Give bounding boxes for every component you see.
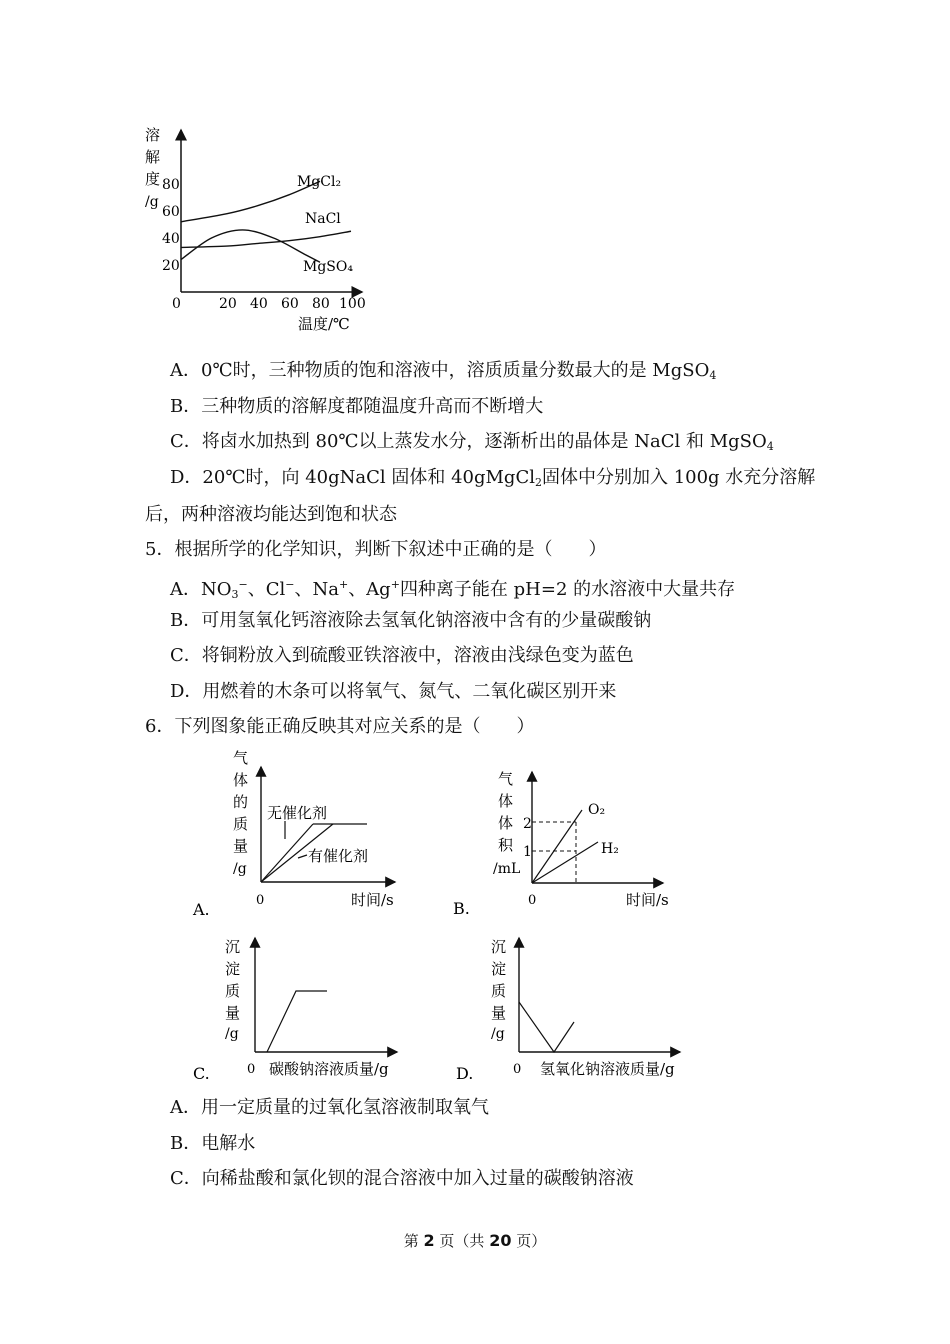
graph-a-letter: A. — [193, 900, 210, 919]
svg-text:气: 气 — [233, 749, 249, 767]
y-tick-label: 40 — [162, 231, 180, 247]
ylabel-char: 解 — [145, 148, 161, 166]
page-footer: 第 2 页（共 20 页） — [403, 1231, 547, 1250]
x-tick-label: 20 — [219, 296, 237, 312]
graph-d-letter: D. — [456, 1064, 474, 1083]
graph-a-label-no-catalyst: 无催化剂 — [267, 804, 328, 822]
page-total: 20 — [489, 1231, 512, 1250]
svg-text:淀: 淀 — [491, 960, 507, 978]
graph-a-ylabel — [233, 749, 248, 877]
q6-graph-a — [185, 745, 410, 920]
svg-text:沉: 沉 — [491, 938, 507, 956]
graph-b-label-h2: H₂ — [601, 841, 619, 857]
curve-label-mgso4: MgSO₄ — [303, 259, 353, 275]
ylabel-char: 溶 — [145, 126, 161, 144]
graph-b-label-o2: O₂ — [588, 802, 606, 818]
q4-option-c: C．将卤水加热到 80℃以上蒸发水分，逐渐析出的晶体是 NaCl 和 MgSO$_4$ — [170, 431, 774, 453]
curve-MgSO₄ — [181, 230, 320, 262]
q5-option-a: A．$NO_3^-$、Cl−、Na+、Ag+四种离子能在 pH=2 的水溶液中大量共存 — [170, 578, 736, 601]
q5-option-b: B．可用氢氧化钙溶液除去氢氧化钠溶液中含有的少量碳酸钠 — [170, 610, 652, 631]
q5-stem: 5．根据所学的化学知识，判断下叙述中正确的是（ ） — [145, 539, 607, 560]
q6-graph-b — [448, 762, 678, 920]
graph-a-leader-catalyst — [298, 855, 307, 858]
svg-text:的: 的 — [233, 793, 249, 811]
curve-label-nacl: NaCl — [305, 211, 341, 227]
x-tick-label: 80 — [312, 296, 330, 312]
svg-text:/g: /g — [233, 861, 247, 877]
svg-text:量: 量 — [491, 1004, 507, 1022]
graph-c-line — [267, 991, 327, 1052]
graph-c-ylabel — [225, 938, 240, 1042]
svg-text:体: 体 — [498, 792, 514, 810]
graph-d-xlabel: 氢氧化钠溶液质量/g — [540, 1060, 675, 1078]
y-tick-label: 20 — [162, 258, 180, 274]
q6-graph-c — [185, 928, 415, 1086]
ylabel-char: /g — [145, 194, 159, 210]
svg-text:体: 体 — [498, 814, 514, 832]
q6-option-b: B．电解水 — [170, 1133, 256, 1154]
y-tick-label: 80 — [162, 177, 180, 193]
svg-text:/g: /g — [225, 1026, 239, 1042]
graph-b-xlabel: 时间/s — [626, 891, 669, 909]
q5-option-d: D．用燃着的木条可以将氧气、氮气、二氧化碳区别开来 — [170, 681, 617, 702]
graph-d-line — [519, 1002, 574, 1052]
graph-c-origin: 0 — [247, 1062, 256, 1077]
graph-c-letter: C. — [193, 1064, 210, 1083]
graph-c-xlabel: 碳酸钠溶液质量/g — [269, 1060, 389, 1078]
q6-graph-d — [448, 928, 698, 1086]
graph-b-origin: 0 — [528, 893, 537, 908]
q4-option-a: A．0℃时，三种物质的饱和溶液中，溶质质量分数最大的是 MgSO$_4$ — [170, 360, 717, 382]
x-tick-label: 100 — [339, 296, 366, 312]
svg-text:质: 质 — [233, 815, 249, 833]
q4-option-b: B．三种物质的溶解度都随温度升高而不断增大 — [170, 396, 544, 417]
svg-text:量: 量 — [233, 837, 249, 855]
graph-b-tick-2: 2 — [523, 816, 532, 832]
page-number: 2 — [423, 1231, 435, 1250]
x-tick-label: 40 — [250, 296, 268, 312]
x-tick-label: 0 — [172, 296, 181, 312]
svg-text:/g: /g — [491, 1026, 505, 1042]
graph-b-letter: B. — [453, 899, 470, 918]
graph-a-xlabel: 时间/s — [351, 891, 394, 909]
graph-b-tick-1: 1 — [523, 844, 532, 860]
curve-label-mgcl2: MgCl₂ — [297, 174, 342, 190]
y-tick-label: 60 — [162, 204, 180, 220]
graph-b-ylabel — [493, 770, 520, 877]
graph-b-line-o2 — [532, 810, 582, 883]
svg-text:量: 量 — [225, 1004, 241, 1022]
solubility-chart — [140, 120, 380, 340]
q4-option-d-continuation: 后，两种溶液均能达到饱和状态 — [145, 504, 397, 525]
solubility-ylabel — [145, 126, 160, 210]
q6-option-a: A．用一定质量的过氧化氢溶液制取氧气 — [170, 1097, 489, 1118]
solubility-xlabel: 温度/℃ — [298, 315, 350, 333]
svg-text:体: 体 — [233, 771, 249, 789]
graph-d-ylabel — [491, 938, 506, 1042]
svg-text:质: 质 — [491, 982, 507, 1000]
q5-option-c: C．将铜粉放入到硫酸亚铁溶液中，溶液由浅绿色变为蓝色 — [170, 645, 634, 666]
graph-a-origin: 0 — [256, 893, 265, 908]
svg-text:气: 气 — [498, 770, 514, 788]
q6-stem: 6．下列图象能正确反映其对应关系的是（ ） — [145, 716, 535, 737]
graph-a-label-catalyst: 有催化剂 — [308, 847, 369, 865]
svg-text:淀: 淀 — [225, 960, 241, 978]
svg-text:沉: 沉 — [225, 938, 241, 956]
svg-text:/mL: /mL — [493, 861, 521, 877]
x-tick-label: 60 — [281, 296, 299, 312]
curve-NaCl — [181, 231, 351, 247]
graph-a-line-no-catalyst — [261, 824, 313, 882]
q4-option-d: D．20℃时，向 40gNaCl 固体和 40gMgCl$_2$固体中分别加入 100g 水充分溶解 — [170, 467, 816, 489]
graph-b-line-h2 — [532, 842, 598, 883]
ylabel-char: 度 — [145, 170, 161, 188]
graph-d-origin: 0 — [513, 1062, 522, 1077]
svg-text:积: 积 — [498, 836, 514, 854]
q6-option-c: C．向稀盐酸和氯化钡的混合溶液中加入过量的碳酸钠溶液 — [170, 1168, 634, 1189]
svg-text:质: 质 — [225, 982, 241, 1000]
